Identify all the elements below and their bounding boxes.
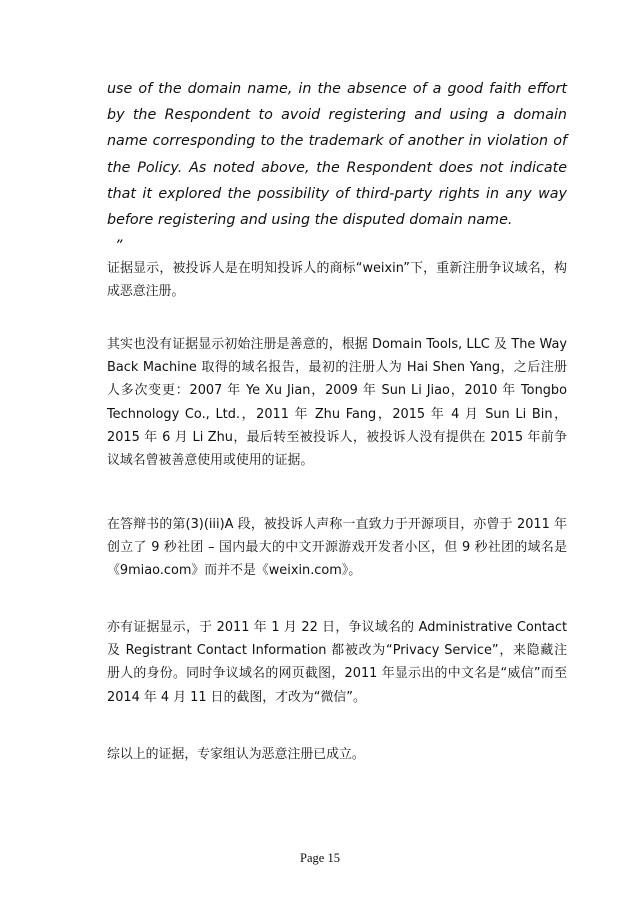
paragraph-registration-history: 其实也没有证据显示初始注册是善意的，根据 Domain Tools, LLC 及 The Way Back Machine 取得的域名报告，最初的注册人为 Hai Shen Yang，之后注册人多次变更：2007 年 Ye Xu Jian，2009 年 Sun Li Jiao，2010 年 Tongbo Technology Co., Ltd.，2011 年 Zhu Fang，2015 年 4 月 Sun Li Bin，2015 年 6 月 Li Zhu，最后转至被投诉人，被投诉人没有提供在 2015 年前争议域名曾被善意使用或使用的证据。 xyxy=(107,337,567,469)
paragraph-conclusion: 综以上的证据，专家组认为恶意注册已成立。 xyxy=(107,747,365,762)
paragraph-open-source-claim: 在答辩书的第(3)(iii)A 段，被投诉人声称一直致力于开源项目，亦曾于 2011 年创立了 9 秒社团 – 国内最大的中文开源游戏开发者小区，但 9 秒社团的域名是《9miao.com》而并不是《weixin.com》。 xyxy=(107,517,567,579)
paragraph-bad-faith-knowledge: 证据显示，被投诉人是在明知投诉人的商标“weixin”下，重新注册争议域名，构成恶意注册。 xyxy=(107,261,567,300)
quoted-decision-text xyxy=(107,76,567,259)
page-number: Page 15 xyxy=(300,851,340,865)
paragraph-privacy-service: 亦有证据显示，于 2011 年 1 月 22 日，争议域名的 Administrative Contact 及 Registrant Contact Information 都被改为“Privacy Service”，来隐藏注册人的身份。同时争议域名的网页截图，2011 年显示出的中文名是“威信”而至 2014 年 4 月 11 日的截图，才改为“微信”。 xyxy=(107,620,567,705)
quote-body: use of the domain name, in the absence of a good faith effort by the Respondent to avoid registering and using a domain name corresponding to the trademark of another in violation of the Policy. As noted above, the Respondent does not indicate that it explored the possibility of third-party rights in any way before registering and using the disputed domain name. xyxy=(107,81,567,229)
closing-quote-mark: ” xyxy=(115,238,123,255)
